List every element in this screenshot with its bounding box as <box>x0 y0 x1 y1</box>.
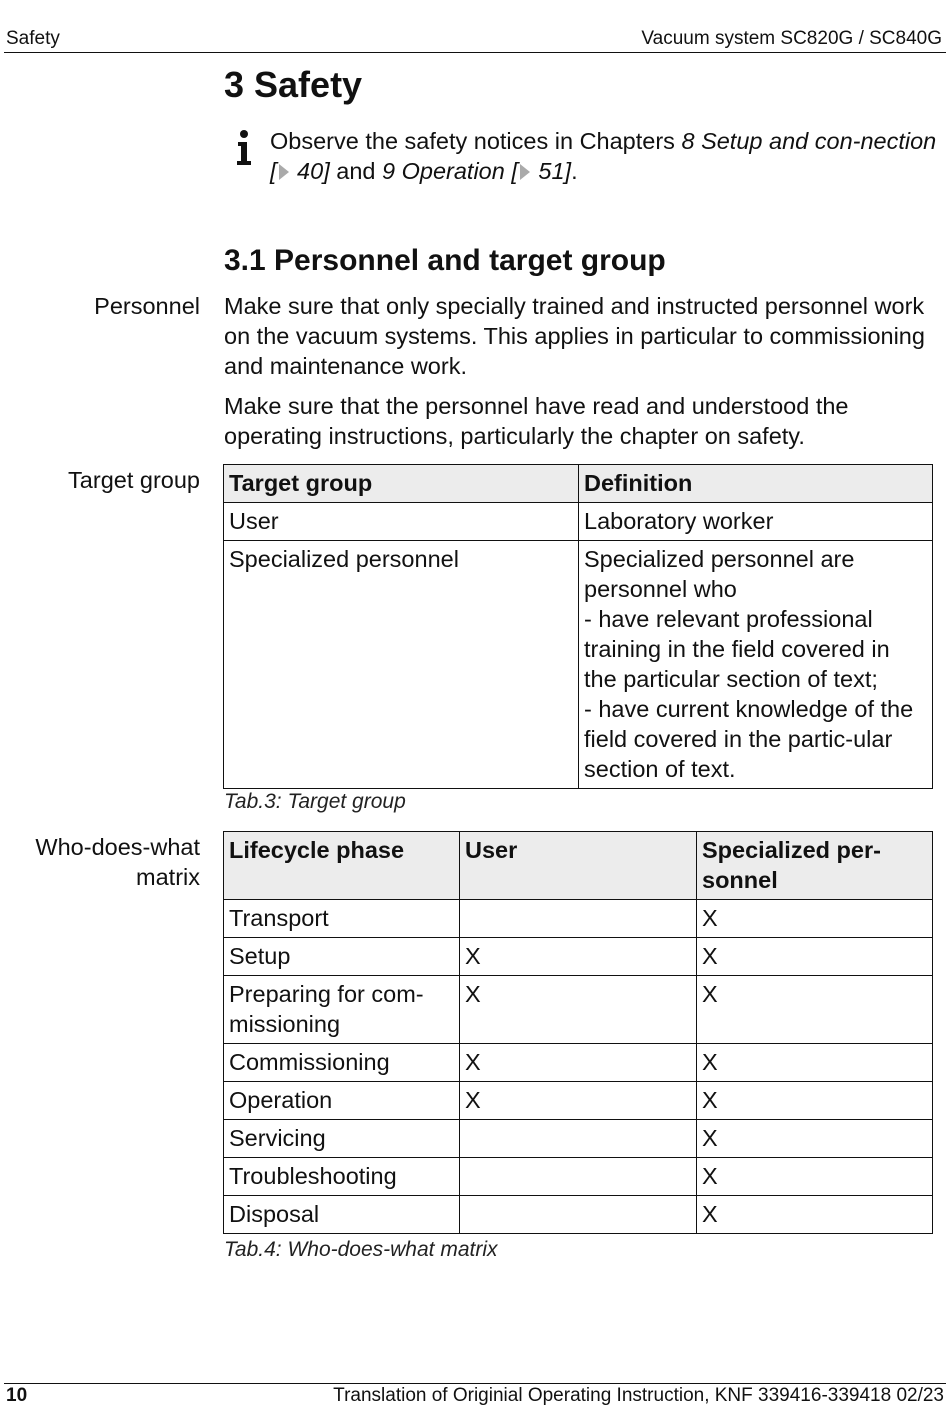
table-header-cell: Definition <box>579 465 933 503</box>
table-row <box>224 503 933 541</box>
table-caption: Tab.4: Who-does-what matrix <box>224 1238 498 1261</box>
chapter-8-reference[interactable]: 8 Setup and con-nection [ 40] <box>270 128 937 184</box>
table-header-cell: User <box>460 832 697 900</box>
table-row <box>224 1044 933 1082</box>
table-row <box>224 1082 933 1120</box>
table-cell: Setup <box>224 938 460 976</box>
table-cell: X <box>697 976 933 1044</box>
table-row <box>224 900 933 938</box>
table-cell <box>460 900 697 938</box>
table-cell: X <box>697 1120 933 1158</box>
personnel-paragraph-1: Make sure that only specially trained and instructed personnel work on the vacuum systems. This applies in particular to commissioning and maintenance work. <box>224 293 925 379</box>
header-section-name: Safety <box>6 28 60 49</box>
table-cell <box>460 1120 697 1158</box>
table-cell: Preparing for com-missioning <box>224 976 460 1044</box>
header-product-name: Vacuum system SC820G / SC840G <box>641 28 942 49</box>
table-row <box>224 1158 933 1196</box>
table-header-cell: Target group <box>224 465 579 503</box>
section-title: 3 Safety <box>224 64 363 105</box>
table-cell <box>460 1158 697 1196</box>
table-cell: X <box>697 938 933 976</box>
table-cell: X <box>697 1158 933 1196</box>
table-cell: X <box>460 1082 697 1120</box>
who-does-what-table <box>223 831 933 1234</box>
table-cell: Specialized personnel <box>224 541 579 789</box>
table-row <box>224 976 933 1044</box>
safety-note: Observe the safety notices in Chapters 8 Setup and con-nection [ 40] and 9 Operation [ 51]. <box>270 128 937 184</box>
footer-document-info: Translation of Originial Operating Instruction, KNF 339416-339418 02/23 <box>333 1385 944 1406</box>
table-cell: X <box>697 1082 933 1120</box>
table-caption: Tab.3: Target group <box>224 790 406 813</box>
subsection-title: 3.1 Personnel and target group <box>224 244 666 277</box>
table-row <box>224 1120 933 1158</box>
table-cell: Laboratory worker <box>579 503 933 541</box>
table-cell: X <box>697 1044 933 1082</box>
table-cell: X <box>460 976 697 1044</box>
header-divider <box>4 52 946 53</box>
table-cell: Operation <box>224 1082 460 1120</box>
page-arrow-icon <box>520 164 530 180</box>
target-group-side-label: Target group <box>68 467 200 493</box>
table-cell: Servicing <box>224 1120 460 1158</box>
personnel-paragraph-2: Make sure that the personnel have read and understood the operating instructions, particularly the chapter on safety. <box>224 393 849 449</box>
table-cell: X <box>697 1196 933 1234</box>
table-cell: Commissioning <box>224 1044 460 1082</box>
footer-divider <box>4 1383 946 1384</box>
matrix-side-label: Who-does-what matrix <box>35 834 200 890</box>
table-row <box>224 541 933 789</box>
info-icon <box>234 128 254 168</box>
table-cell <box>460 1196 697 1234</box>
table-cell: Troubleshooting <box>224 1158 460 1196</box>
chapter-9-reference[interactable]: 9 Operation [ 51] <box>382 158 572 184</box>
table-cell: X <box>697 900 933 938</box>
target-group-table <box>223 464 933 789</box>
table-cell: Transport <box>224 900 460 938</box>
page-number: 10 <box>6 1385 28 1406</box>
table-header-row <box>224 832 933 900</box>
table-cell: X <box>460 1044 697 1082</box>
table-cell: User <box>224 503 579 541</box>
personnel-side-label: Personnel <box>94 293 200 319</box>
table-cell: Disposal <box>224 1196 460 1234</box>
page-arrow-icon <box>279 164 289 180</box>
table-cell: Specialized personnel are personnel who - have relevant professional training in the field covered in the particular section of text; - have current knowledge of the field covered in the partic-ular section of text. <box>579 541 933 789</box>
table-cell: X <box>460 938 697 976</box>
table-header-cell: Lifecycle phase <box>224 832 460 900</box>
table-row <box>224 938 933 976</box>
table-row <box>224 1196 933 1234</box>
table-header-cell: Specialized per-sonnel <box>697 832 933 900</box>
table-header-row <box>224 465 933 503</box>
